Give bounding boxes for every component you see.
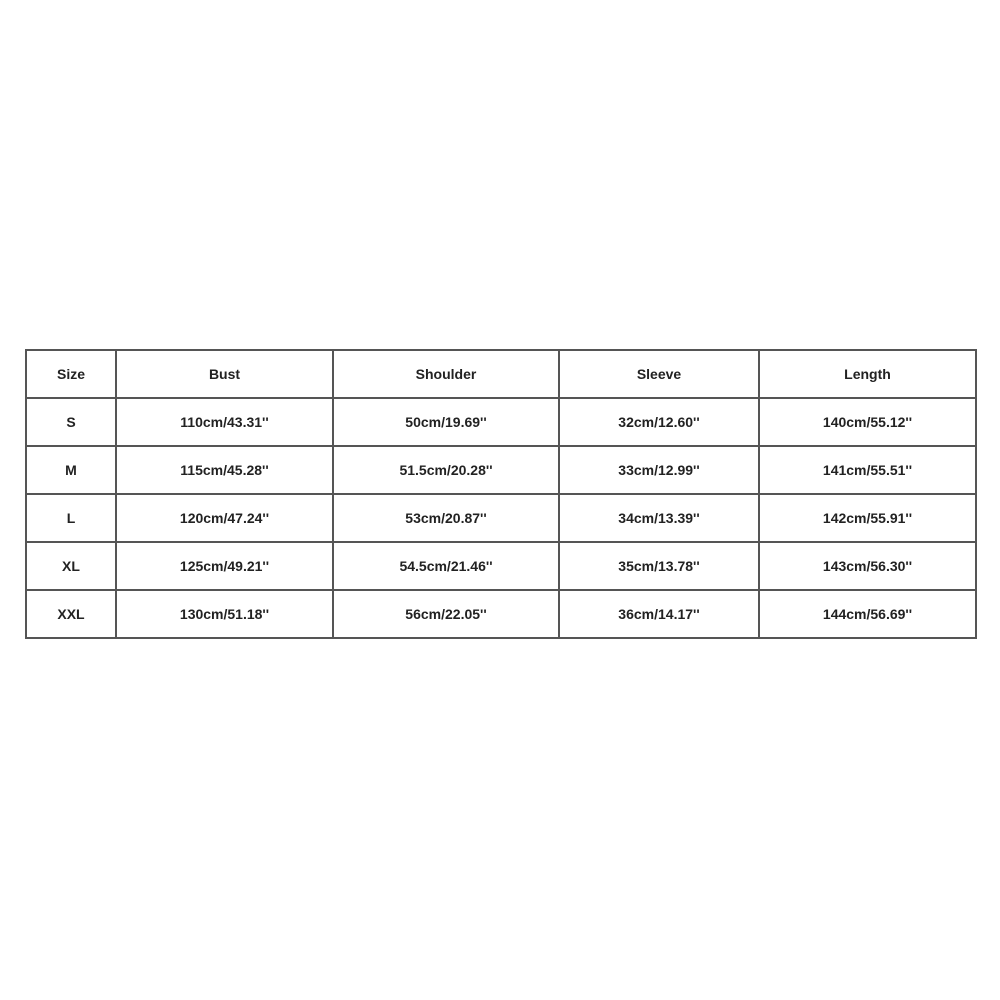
header-length: Length [759,350,976,398]
size-chart-table [25,349,977,639]
cell-shoulder: 51.5cm/20.28'' [333,446,559,494]
cell-length: 144cm/56.69'' [759,590,976,638]
cell-bust: 115cm/45.28'' [116,446,333,494]
cell-sleeve: 34cm/13.39'' [559,494,759,542]
header-bust: Bust [116,350,333,398]
cell-size: L [26,494,116,542]
table-header-row [26,350,976,398]
table-row [26,398,976,446]
cell-size: XL [26,542,116,590]
header-shoulder: Shoulder [333,350,559,398]
cell-length: 142cm/55.91'' [759,494,976,542]
cell-size: M [26,446,116,494]
cell-bust: 130cm/51.18'' [116,590,333,638]
cell-shoulder: 50cm/19.69'' [333,398,559,446]
table-row [26,590,976,638]
table-row [26,494,976,542]
cell-length: 140cm/55.12'' [759,398,976,446]
cell-sleeve: 32cm/12.60'' [559,398,759,446]
cell-length: 143cm/56.30'' [759,542,976,590]
cell-shoulder: 53cm/20.87'' [333,494,559,542]
header-size: Size [26,350,116,398]
cell-bust: 110cm/43.31'' [116,398,333,446]
cell-sleeve: 33cm/12.99'' [559,446,759,494]
cell-shoulder: 54.5cm/21.46'' [333,542,559,590]
header-sleeve: Sleeve [559,350,759,398]
table-row [26,542,976,590]
cell-sleeve: 36cm/14.17'' [559,590,759,638]
cell-sleeve: 35cm/13.78'' [559,542,759,590]
cell-bust: 125cm/49.21'' [116,542,333,590]
cell-size: XXL [26,590,116,638]
cell-length: 141cm/55.51'' [759,446,976,494]
cell-size: S [26,398,116,446]
table-row [26,446,976,494]
cell-shoulder: 56cm/22.05'' [333,590,559,638]
cell-bust: 120cm/47.24'' [116,494,333,542]
